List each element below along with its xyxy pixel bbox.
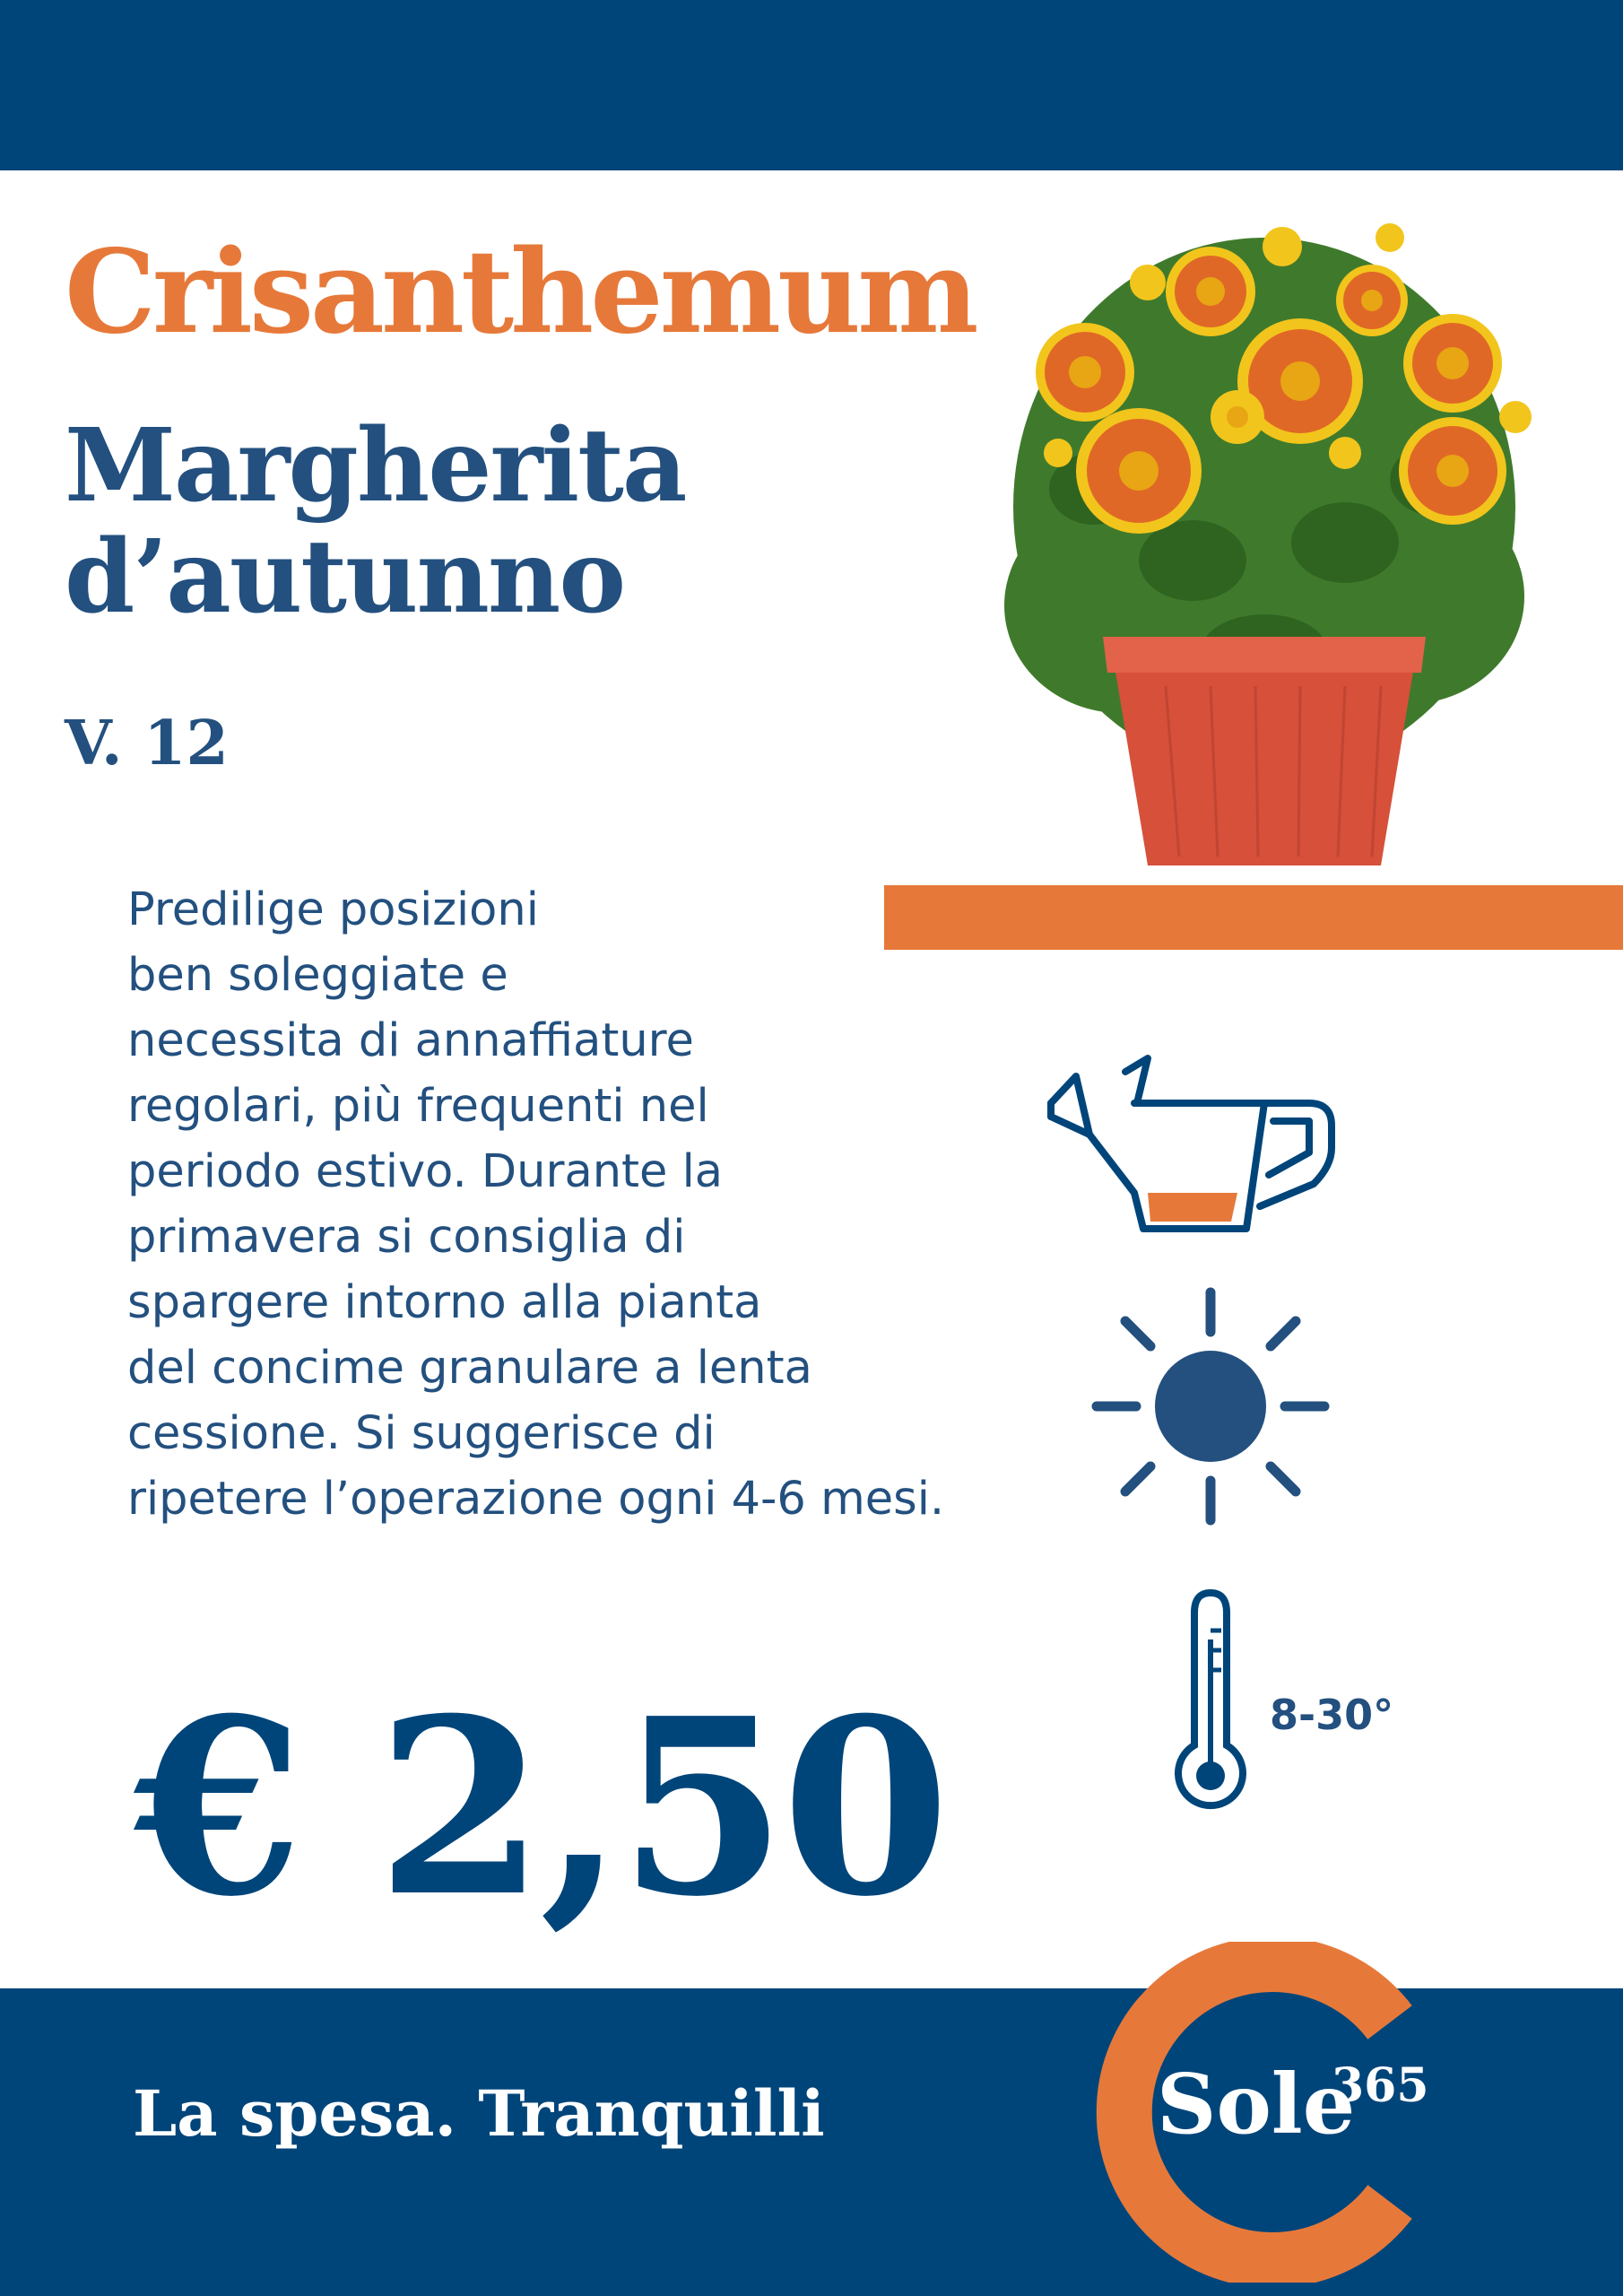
brand-name: Sole (1157, 2056, 1356, 2152)
description-line: regolari, più frequenti nel (127, 1080, 709, 1133)
description-line: Predilige posizioni (127, 883, 539, 936)
description-line: cessione. Si suggerisce di (127, 1407, 716, 1460)
thermometer-icon (1175, 1586, 1246, 1819)
watering-can-icon (1040, 1049, 1345, 1247)
description-line: necessita di annaffiature (127, 1014, 694, 1067)
care-description (127, 877, 945, 1532)
description-line: periodo estivo. Durante la (127, 1145, 724, 1198)
brand-number: 365 (1332, 2058, 1429, 2113)
temperature-range-label: 8-30° (1270, 1691, 1394, 1739)
potted-chrysanthemum-image (986, 184, 1542, 874)
common-name-line-1: Margherita (65, 407, 686, 525)
product-genus: Crisanthemum (65, 225, 976, 360)
orange-accent-bar (884, 885, 1623, 950)
description-line: spargere intorno alla pianta (127, 1276, 762, 1329)
sun-icon (1089, 1285, 1332, 1527)
description-line: del concime granulare a lenta (127, 1342, 812, 1395)
description-line: ben soleggiate e (127, 949, 508, 1002)
description-line: ripetere l’operazione ogni 4-6 mesi. (127, 1473, 945, 1526)
top-band (0, 0, 1623, 170)
product-variety: V. 12 (65, 708, 229, 779)
product-common-name (65, 407, 686, 636)
footer-slogan: La spesa. Tranquilli (133, 2076, 825, 2151)
price: € 2,50 (135, 1665, 945, 1950)
description-line: primavera si consiglia di (127, 1211, 686, 1264)
common-name-line-2: d’autunno (65, 518, 625, 636)
